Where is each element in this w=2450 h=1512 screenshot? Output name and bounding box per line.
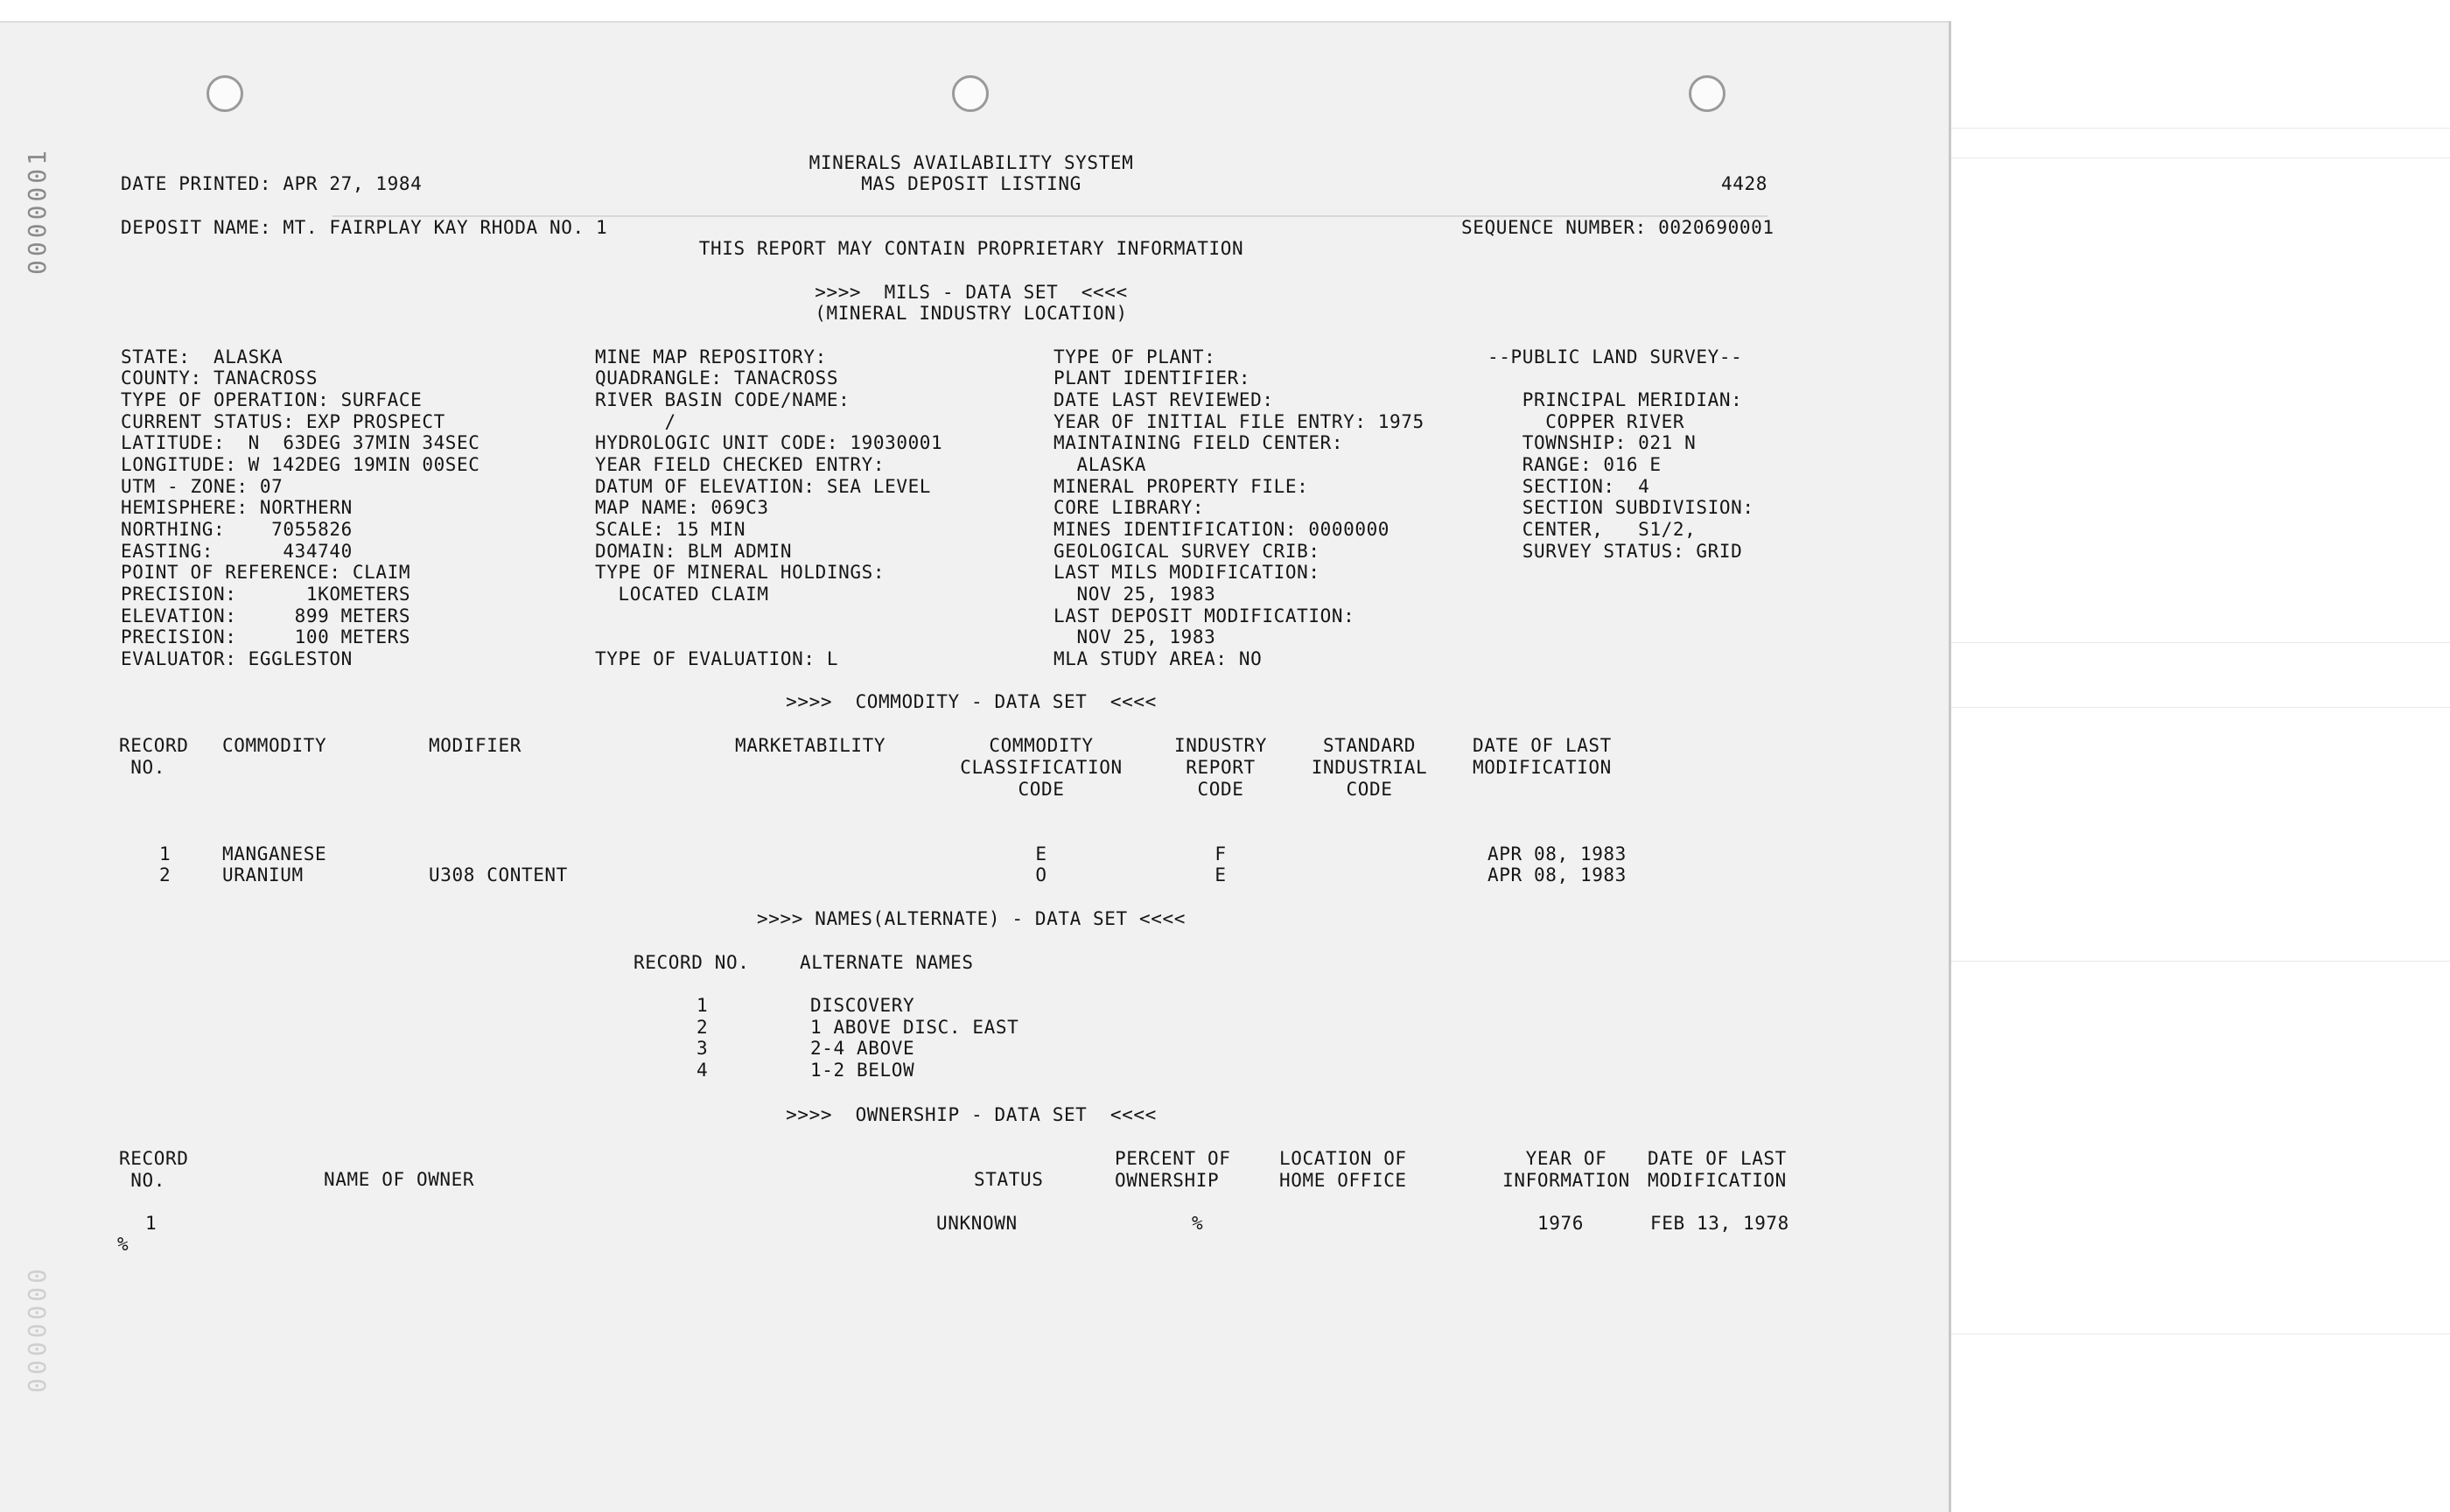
pls-field: SURVEY STATUS: GRID bbox=[1488, 541, 1743, 562]
mils-field: TYPE OF PLANT: bbox=[1054, 346, 1216, 368]
commodity-modifier: U308 CONTENT bbox=[429, 864, 568, 886]
mils-field: NOV 25, 1983 bbox=[1054, 626, 1216, 648]
punch-hole-right bbox=[1689, 75, 1726, 112]
mils-field: QUADRANGLE: TANACROSS bbox=[595, 368, 839, 388]
mils-field: SCALE: 15 MIN bbox=[595, 519, 746, 540]
scanned-page bbox=[0, 21, 1951, 1512]
mils-field: DATUM OF ELEVATION: SEA LEVEL bbox=[595, 476, 932, 497]
date-printed: DATE PRINTED: APR 27, 1984 bbox=[121, 173, 423, 194]
mils-field: PRECISION: 1KOMETERS bbox=[121, 584, 411, 605]
mils-field: ALASKA bbox=[1054, 454, 1146, 475]
listing-title: MAS DEPOSIT LISTING bbox=[861, 173, 1082, 194]
alt-name-record: 2 bbox=[696, 1017, 709, 1038]
mils-field: TYPE OF EVALUATION: L bbox=[595, 648, 839, 669]
pls-field: --PUBLIC LAND SURVEY-- bbox=[1488, 346, 1743, 368]
mils-field: YEAR OF INITIAL FILE ENTRY: 1975 bbox=[1054, 411, 1424, 432]
owner-extra-percent: % bbox=[117, 1234, 130, 1255]
commodity-date: APR 08, 1983 bbox=[1488, 864, 1627, 886]
deposit-name: DEPOSIT NAME: MT. FAIRPLAY KAY RHODA NO. 1 bbox=[121, 217, 608, 238]
mils-field: HEMISPHERE: NORTHERN bbox=[121, 497, 353, 518]
names-header-record: RECORD NO. bbox=[634, 952, 750, 973]
mils-field: EVALUATOR: EGGLESTON bbox=[121, 648, 353, 669]
ownership-heading: >>>> OWNERSHIP - DATA SET <<<< bbox=[786, 1104, 1157, 1125]
punch-hole-left bbox=[206, 75, 243, 112]
background-line bbox=[1951, 961, 2450, 962]
mils-field: / bbox=[595, 411, 676, 432]
mils-field: TYPE OF OPERATION: SURFACE bbox=[121, 389, 423, 410]
mils-field: STATE: ALASKA bbox=[121, 346, 284, 368]
proprietary-notice: THIS REPORT MAY CONTAIN PROPRIETARY INFORMATION bbox=[698, 238, 1244, 259]
mils-field: TYPE OF MINERAL HOLDINGS: bbox=[595, 562, 886, 583]
names-heading: >>>> NAMES(ALTERNATE) - DATA SET <<<< bbox=[757, 908, 1186, 929]
owner-date: FEB 13, 1978 bbox=[1650, 1213, 1789, 1234]
stamp-top: 0000001 bbox=[23, 146, 52, 275]
stamp-bottom: 0000000 bbox=[23, 1264, 52, 1393]
mils-field: HYDROLOGIC UNIT CODE: 19030001 bbox=[595, 432, 943, 453]
pls-field: CENTER, S1/2, bbox=[1488, 519, 1697, 540]
commodity-industry: F bbox=[1214, 844, 1227, 864]
owner-year: 1976 bbox=[1537, 1213, 1584, 1234]
pls-field: SECTION SUBDIVISION: bbox=[1488, 497, 1754, 518]
pls-field: TOWNSHIP: 021 N bbox=[1488, 432, 1697, 453]
owner-status: UNKNOWN bbox=[936, 1213, 1018, 1234]
alt-name-record: 1 bbox=[696, 995, 709, 1016]
own-header-year: YEAR OF INFORMATION bbox=[1502, 1148, 1630, 1191]
mils-field: MINERAL PROPERTY FILE: bbox=[1054, 476, 1309, 497]
own-header-owner: NAME OF OWNER bbox=[324, 1169, 475, 1190]
alt-name-record: 4 bbox=[696, 1060, 709, 1081]
names-header-names: ALTERNATE NAMES bbox=[800, 952, 974, 973]
background-line bbox=[1951, 128, 2450, 129]
mils-field: LAST MILS MODIFICATION: bbox=[1054, 562, 1320, 583]
mils-field: CORE LIBRARY: bbox=[1054, 497, 1205, 518]
pls-field: COPPER RIVER bbox=[1488, 411, 1685, 432]
mils-field: GEOLOGICAL SURVEY CRIB: bbox=[1054, 541, 1320, 562]
page-number: 4428 bbox=[1721, 173, 1768, 194]
alt-name: 2-4 ABOVE bbox=[810, 1038, 915, 1059]
commodity-industry: E bbox=[1214, 864, 1227, 886]
col-header-industry: INDUSTRY REPORT CODE bbox=[1174, 735, 1267, 800]
background-line bbox=[1951, 707, 2450, 708]
mils-field: YEAR FIELD CHECKED ENTRY: bbox=[595, 454, 886, 475]
mils-field: MAP NAME: 069C3 bbox=[595, 497, 769, 518]
alt-name: 1-2 BELOW bbox=[810, 1060, 915, 1081]
col-header-standard: STANDARD INDUSTRIAL CODE bbox=[1311, 735, 1428, 800]
commodity-name: URANIUM bbox=[222, 864, 304, 886]
mils-field: LAST DEPOSIT MODIFICATION: bbox=[1054, 606, 1355, 626]
background-line bbox=[1951, 642, 2450, 643]
alt-name: 1 ABOVE DISC. EAST bbox=[810, 1017, 1019, 1038]
commodity-record: 2 bbox=[159, 864, 172, 886]
mils-field: DATE LAST REVIEWED: bbox=[1054, 389, 1274, 410]
mils-field: COUNTY: TANACROSS bbox=[121, 368, 318, 388]
mils-field: MLA STUDY AREA: NO bbox=[1054, 648, 1263, 669]
mils-subheading: (MINERAL INDUSTRY LOCATION) bbox=[815, 303, 1128, 324]
mils-field: DOMAIN: BLM ADMIN bbox=[595, 541, 793, 562]
commodity-classification: O bbox=[1035, 864, 1047, 886]
col-header-record: RECORD NO. bbox=[119, 735, 189, 778]
alt-name: DISCOVERY bbox=[810, 995, 915, 1016]
own-header-record: RECORD NO. bbox=[119, 1148, 189, 1191]
mils-field: UTM - ZONE: 07 bbox=[121, 476, 284, 497]
sequence-number: SEQUENCE NUMBER: 0020690001 bbox=[1461, 217, 1774, 238]
commodity-classification: E bbox=[1035, 844, 1047, 864]
own-header-status: STATUS bbox=[974, 1169, 1044, 1190]
mils-field: MAINTAINING FIELD CENTER: bbox=[1054, 432, 1344, 453]
mils-field: NOV 25, 1983 bbox=[1054, 584, 1216, 605]
mils-field: POINT OF REFERENCE: CLAIM bbox=[121, 562, 411, 583]
pls-field: PRINCIPAL MERIDIAN: bbox=[1488, 389, 1743, 410]
commodity-name: MANGANESE bbox=[222, 844, 327, 864]
own-header-percent: PERCENT OF OWNERSHIP bbox=[1115, 1148, 1231, 1191]
mils-heading: >>>> MILS - DATA SET <<<< bbox=[815, 282, 1128, 303]
mils-field: NORTHING: 7055826 bbox=[121, 519, 353, 540]
commodity-heading: >>>> COMMODITY - DATA SET <<<< bbox=[786, 691, 1157, 712]
system-title: MINERALS AVAILABILITY SYSTEM bbox=[808, 152, 1134, 173]
punch-hole-center bbox=[952, 75, 989, 112]
mils-field: MINES IDENTIFICATION: 0000000 bbox=[1054, 519, 1390, 540]
own-header-location: LOCATION OF HOME OFFICE bbox=[1279, 1148, 1407, 1191]
col-header-modifier: MODIFIER bbox=[429, 735, 522, 756]
pls-field: SECTION: 4 bbox=[1488, 476, 1650, 497]
mils-field: EASTING: 434740 bbox=[121, 541, 353, 562]
mils-field: PLANT IDENTIFIER: bbox=[1054, 368, 1251, 388]
own-header-date: DATE OF LAST MODIFICATION bbox=[1648, 1148, 1787, 1191]
owner-percent: % bbox=[1192, 1213, 1204, 1234]
owner-record: 1 bbox=[145, 1213, 158, 1234]
mils-field: PRECISION: 100 METERS bbox=[121, 626, 411, 648]
col-header-classification: COMMODITY CLASSIFICATION CODE bbox=[960, 735, 1123, 800]
col-header-commodity: COMMODITY bbox=[222, 735, 327, 756]
mils-field: LONGITUDE: W 142DEG 19MIN 00SEC bbox=[121, 454, 480, 475]
mils-field: LOCATED CLAIM bbox=[595, 584, 769, 605]
mils-field: MINE MAP REPOSITORY: bbox=[595, 346, 827, 368]
pls-field: RANGE: 016 E bbox=[1488, 454, 1662, 475]
col-header-date: DATE OF LAST MODIFICATION bbox=[1473, 735, 1612, 778]
alt-name-record: 3 bbox=[696, 1038, 709, 1059]
mils-field: CURRENT STATUS: EXP PROSPECT bbox=[121, 411, 445, 432]
commodity-record: 1 bbox=[159, 844, 172, 864]
commodity-date: APR 08, 1983 bbox=[1488, 844, 1627, 864]
mils-field: LATITUDE: N 63DEG 37MIN 34SEC bbox=[121, 432, 480, 453]
mils-field: ELEVATION: 899 METERS bbox=[121, 606, 411, 626]
col-header-marketability: MARKETABILITY bbox=[735, 735, 886, 756]
mils-field: RIVER BASIN CODE/NAME: bbox=[595, 389, 850, 410]
